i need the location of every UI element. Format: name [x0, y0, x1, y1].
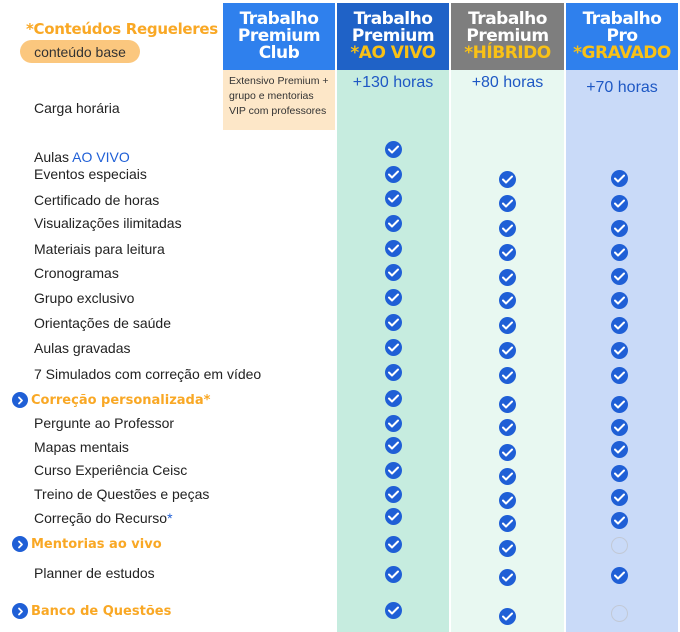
check-circle-icon [385, 390, 402, 407]
check-circle-icon [611, 512, 628, 529]
check-circle-icon [611, 317, 628, 334]
feature-label-text: Materiais para leitura [34, 241, 165, 257]
check-circle-icon [611, 465, 628, 482]
check-circle-icon [385, 508, 402, 525]
feature-label [34, 486, 209, 502]
check-circle-icon [499, 419, 516, 436]
feature-label [34, 439, 129, 455]
check-circle-icon [499, 396, 516, 413]
check-circle-icon [611, 244, 628, 261]
feature-label-text: Visualizações ilimitadas [34, 215, 182, 231]
check-circle-icon [611, 489, 628, 506]
feature-label-highlight: * [167, 510, 173, 526]
feature-label [34, 290, 134, 306]
check-circle-icon [385, 415, 402, 432]
check-circle-icon [385, 602, 402, 619]
check-circle-icon [499, 292, 516, 309]
feature-label [34, 149, 130, 165]
check-circle-icon [499, 220, 516, 237]
feature-label [34, 315, 171, 331]
feature-label-text: Banco de Questões [31, 603, 172, 619]
feature-label-text: Mapas mentais [34, 439, 129, 455]
feature-label-text: Aulas [34, 149, 70, 165]
feature-label-text: Orientações de saúde [34, 315, 171, 331]
hours-hibrido: +80 horas [471, 74, 544, 91]
check-circle-icon [385, 462, 402, 479]
check-circle-icon [499, 171, 516, 188]
feature-label [34, 166, 147, 182]
check-circle-icon [499, 317, 516, 334]
check-circle-icon [385, 264, 402, 281]
feature-label-text: Cronogramas [34, 265, 119, 281]
plan-header-line1: Trabalho [353, 9, 433, 29]
check-circle-icon [611, 441, 628, 458]
plan-header-line1: Trabalho [468, 9, 547, 29]
feature-label [34, 340, 131, 356]
feature-label-text: 7 Simulados com correção em vídeo [34, 366, 262, 382]
check-circle-icon [385, 364, 402, 381]
plan-header-line3: Club [258, 43, 300, 63]
check-circle-icon [499, 244, 516, 261]
check-circle-icon [499, 540, 516, 557]
check-circle-icon [385, 215, 402, 232]
check-circle-icon [385, 289, 402, 306]
hours-label: Carga horária [34, 100, 120, 116]
plan-header-club [223, 3, 335, 70]
check-circle-icon [611, 367, 628, 384]
check-circle-icon [499, 468, 516, 485]
feature-label-text: Pergunte ao Professor [34, 415, 175, 431]
club-description-line: grupo e mentorias [229, 90, 314, 102]
plan-header-line2: Premium [351, 26, 435, 46]
feature-label [12, 392, 210, 408]
feature-label-text: Aulas gravadas [34, 340, 131, 356]
check-circle-icon [385, 536, 402, 553]
check-circle-icon [499, 569, 516, 586]
feature-label [34, 462, 187, 478]
plan-header-gravado [566, 3, 678, 70]
check-circle-icon [611, 292, 628, 309]
feature-label-text: Certificado de horas [34, 192, 160, 208]
empty-circle-icon [611, 537, 628, 554]
check-circle-icon [611, 567, 628, 584]
chevron-right-icon [12, 536, 28, 552]
check-circle-icon [385, 166, 402, 183]
check-circle-icon [385, 314, 402, 331]
chevron-right-icon [12, 392, 28, 408]
check-circle-icon [385, 566, 402, 583]
check-circle-icon [611, 342, 628, 359]
feature-label [34, 241, 165, 257]
check-circle-icon [385, 141, 402, 158]
check-circle-icon [611, 195, 628, 212]
check-circle-icon [499, 608, 516, 625]
plan-header-accent: *GRAVADO [573, 43, 671, 63]
feature-label-highlight: AO VIVO [69, 149, 130, 165]
feature-label [34, 510, 173, 526]
check-circle-icon [385, 240, 402, 257]
check-circle-icon [499, 342, 516, 359]
feature-label-text: Grupo exclusivo [34, 290, 135, 306]
plan-header-line2: Pro [606, 26, 638, 46]
section-subtitle-pill: conteúdo base [20, 40, 140, 63]
hours-gravado: +70 horas [586, 79, 658, 96]
feature-label-text: Correção do Recurso [34, 510, 168, 526]
check-circle-icon [611, 220, 628, 237]
check-circle-icon [611, 268, 628, 285]
plan-header-line1: Trabalho [582, 9, 662, 29]
check-circle-icon [499, 367, 516, 384]
check-circle-icon [611, 170, 628, 187]
check-circle-icon [499, 269, 516, 286]
check-circle-icon [385, 190, 402, 207]
feature-label [34, 192, 159, 208]
check-circle-icon [611, 419, 628, 436]
feature-label [12, 536, 162, 552]
feature-label [34, 366, 261, 382]
feature-label [34, 265, 119, 281]
feature-label [12, 603, 171, 619]
section-title: *Conteúdos Regueleres [26, 20, 218, 38]
feature-label-text: Eventos especiais [34, 166, 147, 182]
check-circle-icon [499, 515, 516, 532]
check-circle-icon [385, 437, 402, 454]
plan-header-line2: Premium [466, 26, 549, 46]
feature-label-text: Planner de estudos [34, 565, 155, 581]
club-description [223, 70, 335, 130]
hours-ao-vivo: +130 horas [352, 74, 434, 91]
check-circle-icon [385, 486, 402, 503]
plan-header-accent: *AO VIVO [350, 43, 436, 63]
check-circle-icon [385, 339, 402, 356]
feature-label-text: Mentorias ao vivo [31, 536, 162, 552]
feature-label-text: Curso Experiência Ceisc [34, 462, 188, 478]
feature-label-text: Correção personalizada* [31, 392, 211, 408]
feature-label [34, 415, 174, 431]
check-circle-icon [499, 195, 516, 212]
empty-circle-icon [611, 605, 628, 622]
plan-header-line2: Premium [237, 26, 321, 46]
feature-label [34, 565, 155, 581]
feature-label [34, 215, 182, 231]
plan-header-hibrido [451, 3, 564, 70]
check-circle-icon [611, 396, 628, 413]
club-description-line: VIP com professores [229, 105, 327, 117]
plan-header-ao-vivo [337, 3, 449, 70]
check-circle-icon [499, 444, 516, 461]
plan-header-accent: *HÍBRIDO [464, 43, 551, 63]
chevron-right-icon [12, 603, 28, 619]
club-description-line: Extensivo Premium + [229, 75, 329, 87]
check-circle-icon [499, 492, 516, 509]
plan-header-line1: Trabalho [239, 9, 319, 29]
feature-label-text: Treino de Questões e peças [34, 486, 210, 502]
